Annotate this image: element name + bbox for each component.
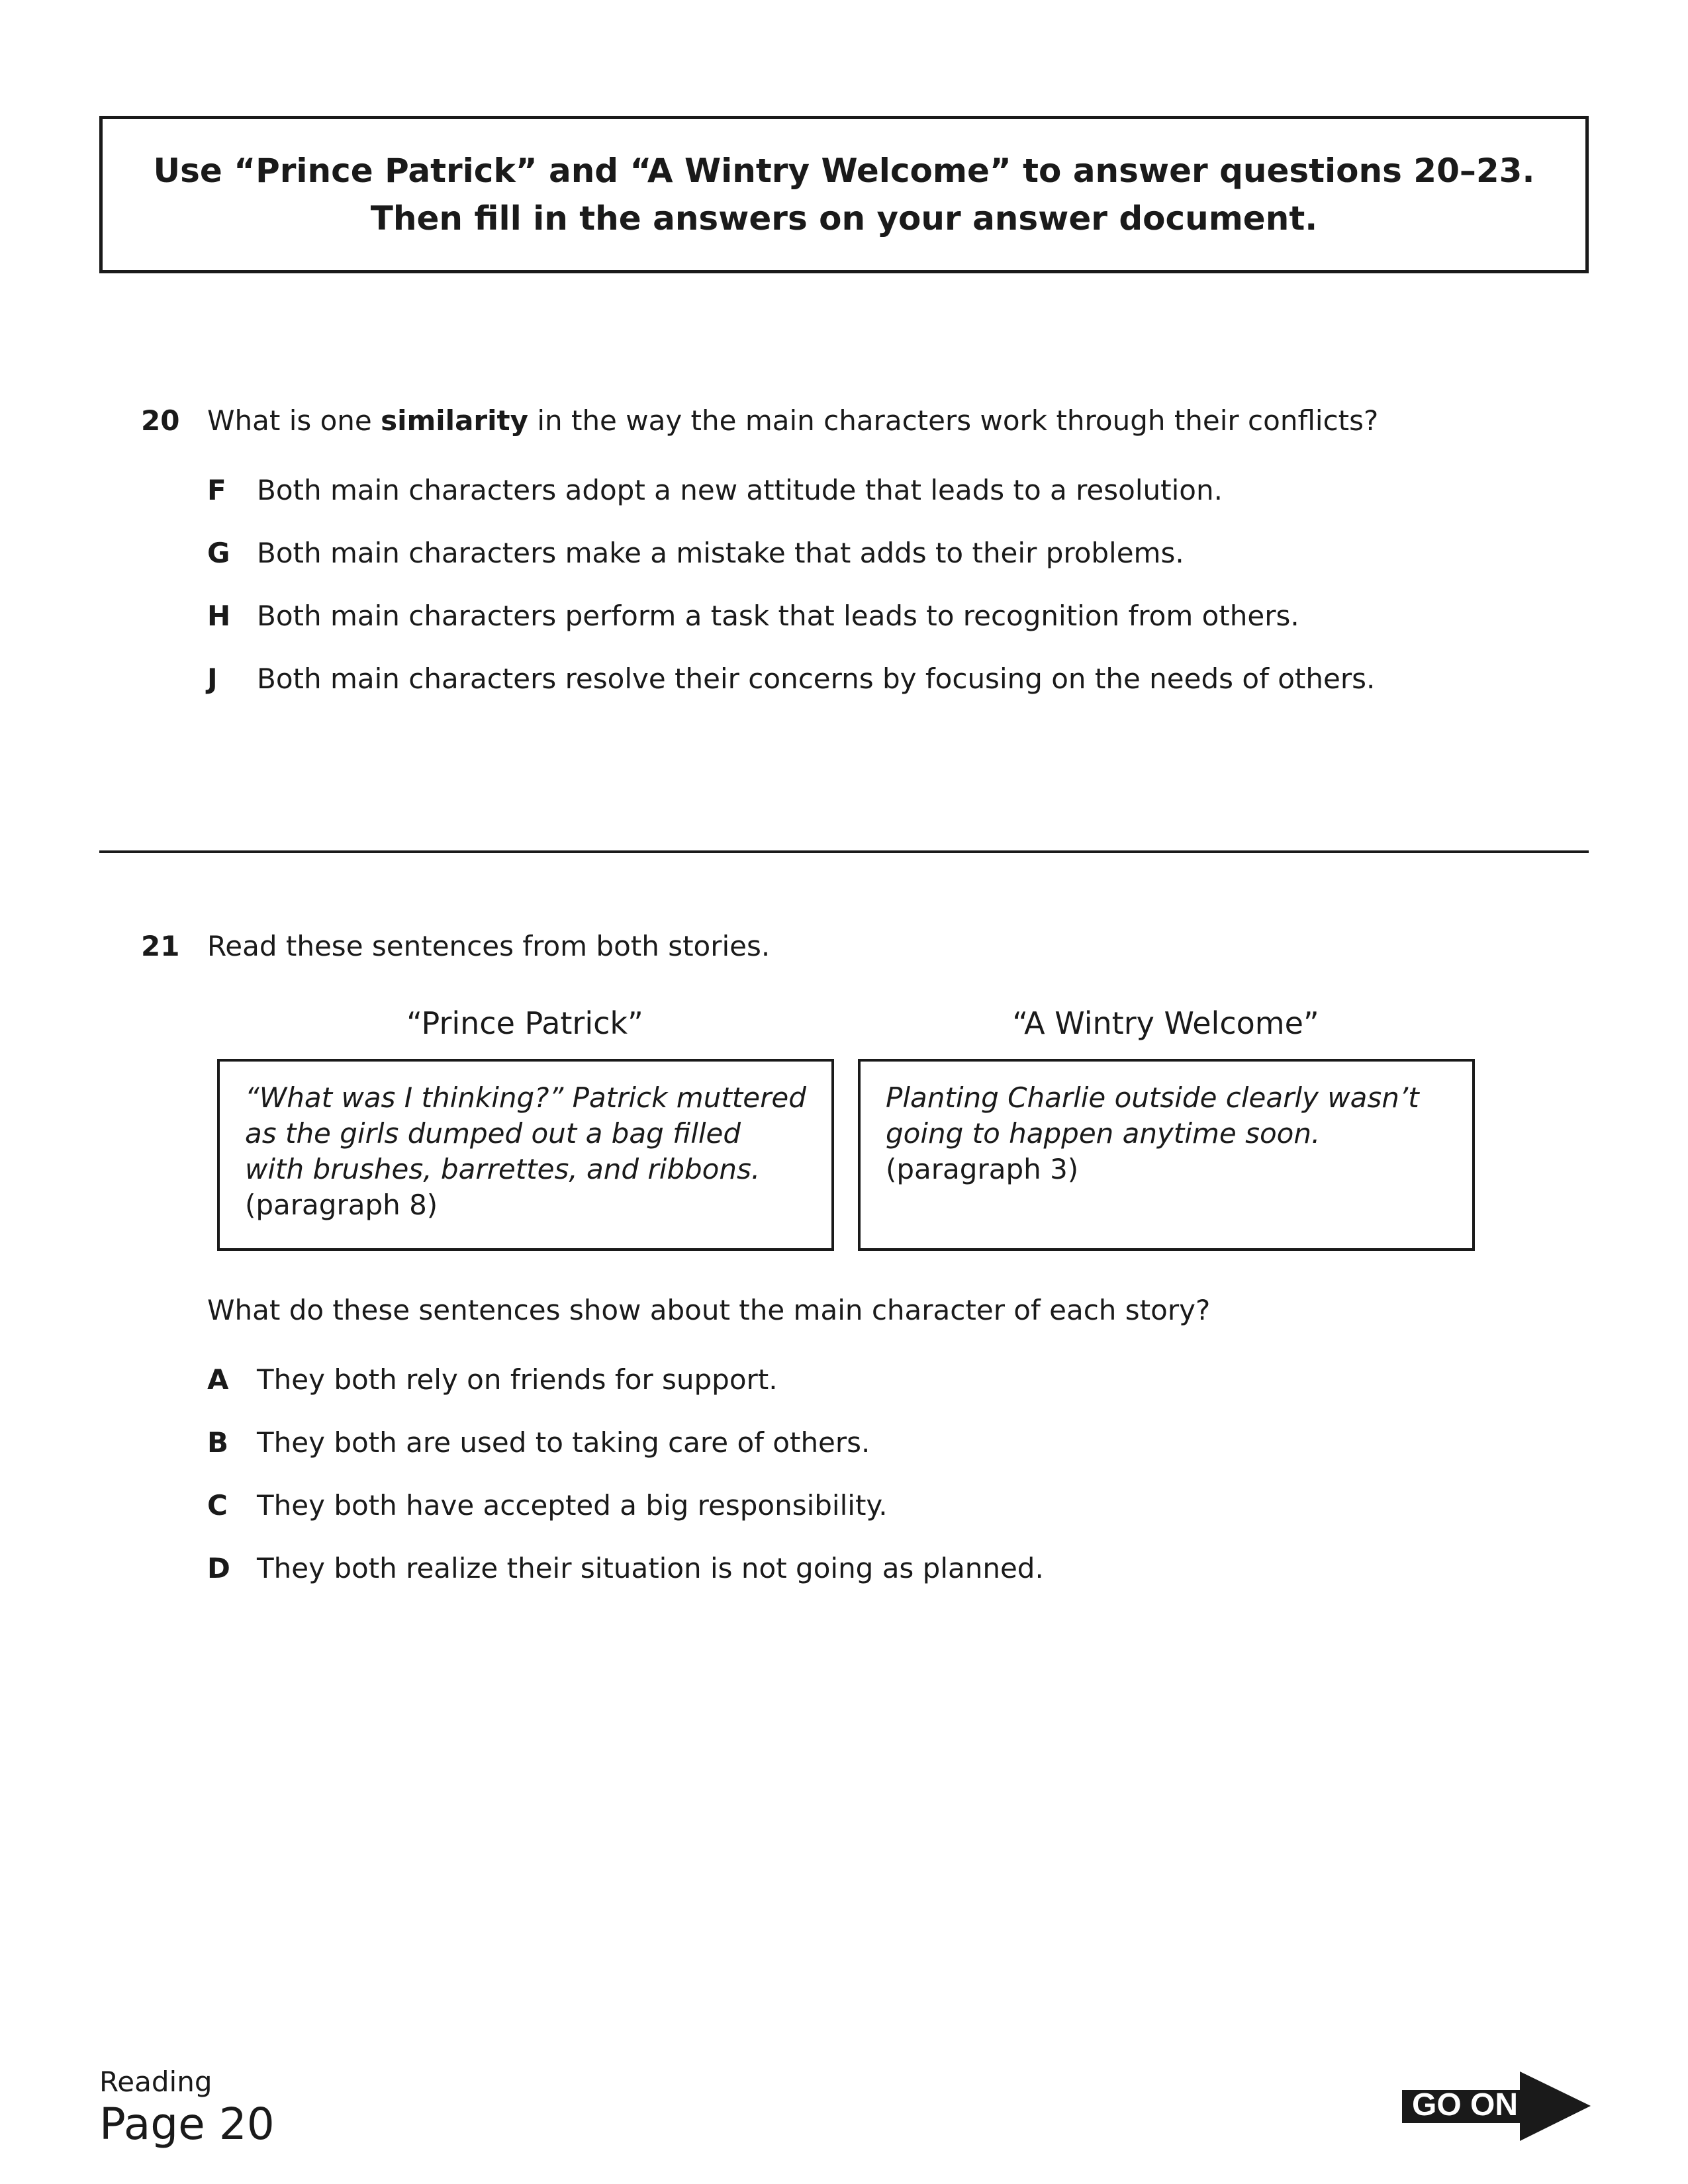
- answer-option-g[interactable]: [207, 535, 1184, 572]
- excerpt-quote-line: as the girls dumped out a bag filled: [245, 1117, 741, 1150]
- excerpt-source: (paragraph 3): [886, 1153, 1079, 1185]
- instruction-box: [99, 116, 1589, 273]
- answer-option-j[interactable]: [207, 660, 1375, 698]
- excerpt-quote-line: going to happen anytime soon.: [886, 1117, 1321, 1150]
- excerpt-quote-line: “What was I thinking?” Patrick muttered: [245, 1081, 806, 1114]
- answer-option-h[interactable]: [207, 598, 1299, 635]
- excerpt-quote-line: Planting Charlie outside clearly wasn’t: [886, 1081, 1419, 1114]
- option-letter: J: [207, 662, 218, 695]
- question-prompt: What do these sentences show about the main character of each story?: [207, 1294, 1211, 1326]
- go-on-label: GO ON: [1411, 2087, 1518, 2122]
- option-letter: H: [207, 600, 231, 632]
- option-letter: A: [207, 1363, 229, 1396]
- answer-option-c[interactable]: [207, 1487, 888, 1524]
- excerpt-box-prince-patrick: [217, 1059, 834, 1251]
- option-letter: D: [207, 1552, 230, 1584]
- question-stem: Read these sentences from both stories.: [207, 930, 771, 962]
- option-text: They both rely on friends for support.: [257, 1363, 778, 1396]
- option-letter: G: [207, 537, 230, 569]
- option-letter: B: [207, 1426, 229, 1459]
- page-number: Page 20: [99, 2099, 275, 2150]
- excerpt-quote-line: with brushes, barrettes, and ribbons.: [245, 1153, 761, 1185]
- option-text: Both main characters make a mistake that adds to their problems.: [257, 537, 1184, 569]
- excerpt-title-wintry-welcome: “A Wintry Welcome”: [1012, 1005, 1319, 1041]
- question-stem: What is one similarity in the way the main characters work through their conflicts?: [207, 404, 1379, 437]
- question-21-prompt: [141, 1292, 1564, 1590]
- excerpt-source: (paragraph 8): [245, 1189, 438, 1221]
- question-number: 20: [141, 404, 180, 437]
- excerpt-box-wintry-welcome: [858, 1059, 1475, 1251]
- question-20: [141, 402, 1564, 707]
- footer-subject: Reading: [99, 2066, 212, 2098]
- instruction-line-2: Then fill in the answers on your answer document.: [370, 199, 1318, 238]
- option-text: Both main characters resolve their concerns by focusing on the needs of others.: [257, 662, 1376, 695]
- answer-option-a[interactable]: [207, 1361, 778, 1398]
- section-divider: [99, 850, 1589, 853]
- option-text: Both main characters perform a task that leads to recognition from others.: [257, 600, 1299, 632]
- instruction-line-1: Use “Prince Patrick” and “A Wintry Welcome” to answer questions 20–23.: [153, 152, 1535, 190]
- option-text: Both main characters adopt a new attitude that leads to a resolution.: [257, 474, 1223, 506]
- question-number: 21: [141, 930, 180, 962]
- answer-option-b[interactable]: [207, 1424, 870, 1461]
- answer-option-d[interactable]: [207, 1550, 1044, 1587]
- option-letter: F: [207, 474, 226, 506]
- option-text: They both are used to taking care of others.: [257, 1426, 870, 1459]
- excerpt-title-prince-patrick: “Prince Patrick”: [406, 1005, 643, 1041]
- emphasis-word: similarity: [381, 404, 528, 437]
- option-text: They both have accepted a big responsibility.: [257, 1489, 888, 1522]
- option-text: They both realize their situation is not going as planned.: [257, 1552, 1044, 1584]
- answer-option-f[interactable]: [207, 472, 1223, 509]
- option-letter: C: [207, 1489, 228, 1522]
